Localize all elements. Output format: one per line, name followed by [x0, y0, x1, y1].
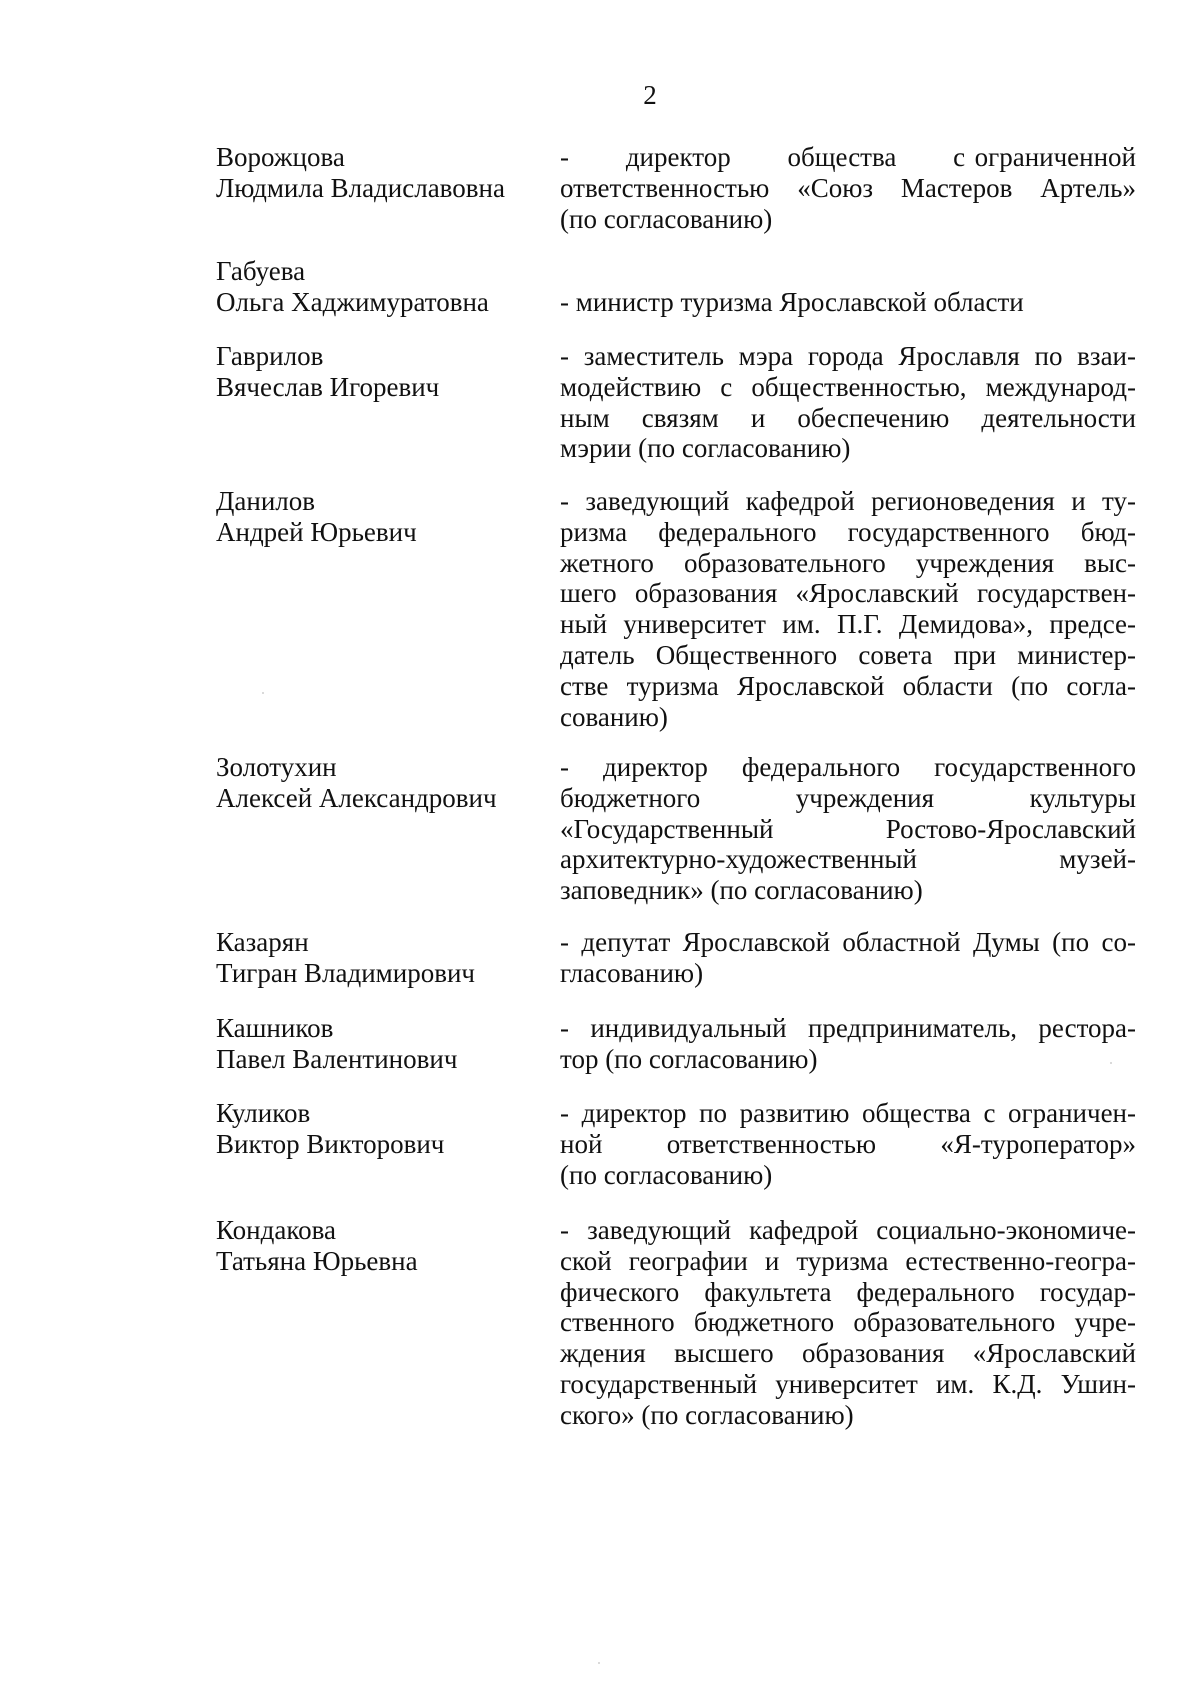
position-line: шего образования «Ярославский государствен-	[560, 578, 1136, 609]
position-line: - заведующий кафедрой регионоведения и ту-	[560, 486, 1136, 516]
member-surname: Куликов	[216, 1098, 311, 1128]
position-line: (по согласованию)	[560, 1159, 773, 1190]
member-given-names: Ольга Хаджимуратовна	[216, 286, 489, 317]
position-line: - депутат Ярославской областной Думы (по со-	[560, 927, 1136, 957]
member-name	[216, 927, 546, 989]
position-line: ный университет им. П.Г. Демидова», предсе-	[560, 609, 1136, 640]
position-line: - заведующий кафедрой социально-экономиче-	[560, 1215, 1136, 1245]
position-line: ризма федерального государственного бюд-	[560, 516, 1136, 547]
member-given-names: Алексей Александрович	[216, 782, 497, 813]
member-surname: Габуева	[216, 256, 306, 286]
member-given-names: Людмила Владиславовна	[216, 172, 505, 203]
position-line: «Государственный Ростово-Ярославский	[560, 813, 1136, 844]
member-name	[216, 1013, 546, 1075]
position-line: датель Общественного совета при министер-	[560, 639, 1136, 670]
member-given-names: Виктор Викторович	[216, 1128, 445, 1159]
position-line: сованию)	[560, 701, 668, 732]
position-line: заповедник» (по согласованию)	[560, 875, 923, 906]
position-line: ответственностью «Союз Мастеров Артель»	[560, 172, 1136, 203]
member-position	[560, 142, 1136, 234]
page-number: 2	[643, 80, 657, 110]
position-line: мэрии (по согласованию)	[560, 433, 851, 464]
member-surname: Золотухин	[216, 752, 337, 782]
member-position	[560, 752, 1136, 906]
position-line: ждения высшего образования «Ярославский	[560, 1338, 1136, 1369]
member-name	[216, 142, 546, 204]
member-given-names: Андрей Юрьевич	[216, 516, 417, 547]
member-position	[560, 341, 1136, 464]
position-line: гласованию)	[560, 957, 704, 988]
position-line: - директор по развитию общества с ограничен-	[560, 1098, 1136, 1128]
position-line: (по согласованию)	[560, 203, 773, 234]
position-line: архитектурно-художественный музей-	[560, 844, 1136, 875]
position-line: ской географии и туризма естественно-геогра-	[560, 1245, 1136, 1276]
position-line: модействию с общественностью, международ-	[560, 371, 1136, 402]
member-name	[216, 1098, 546, 1160]
member-surname: Кондакова	[216, 1215, 336, 1245]
member-surname: Казарян	[216, 927, 309, 957]
position-line: - индивидуальный предприниматель, рестора-	[560, 1013, 1136, 1043]
member-position	[560, 1215, 1136, 1431]
position-line: - заместитель мэра города Ярославля по взаи-	[560, 341, 1136, 371]
member-surname: Гаврилов	[216, 341, 324, 371]
position-line: тор (по согласованию)	[560, 1043, 818, 1074]
member-name	[216, 341, 546, 403]
position-line: бюджетного учреждения культуры	[560, 782, 1136, 813]
member-given-names: Татьяна Юрьевна	[216, 1245, 418, 1276]
member-surname: Ворожцова	[216, 142, 345, 172]
scan-speck	[598, 1662, 600, 1664]
position-line: - министр туризма Ярославской области	[560, 287, 1024, 317]
member-given-names: Тигран Владимирович	[216, 957, 475, 988]
member-name	[216, 752, 546, 814]
position-line: стве туризма Ярославской области (по согла-	[560, 670, 1136, 701]
position-line: - директор общества с ограниченной	[560, 142, 1136, 172]
scan-speck	[262, 692, 264, 694]
member-name	[216, 1215, 546, 1277]
member-name	[216, 486, 546, 548]
position-line: фического факультета федерального государ-	[560, 1276, 1136, 1307]
scan-speck	[1110, 1062, 1112, 1064]
position-line: ского» (по согласованию)	[560, 1399, 854, 1430]
position-line: жетного образовательного учреждения выс-	[560, 547, 1136, 578]
position-line: ственного бюджетного образовательного учре-	[560, 1307, 1136, 1338]
position-line: - директор федерального государственного	[560, 752, 1136, 782]
member-position	[560, 1013, 1136, 1075]
member-given-names: Павел Валентинович	[216, 1043, 458, 1074]
member-position	[560, 287, 1136, 318]
member-name	[216, 256, 546, 318]
member-position	[560, 486, 1136, 732]
member-given-names: Вячеслав Игоревич	[216, 371, 440, 402]
member-surname: Данилов	[216, 486, 316, 516]
member-position	[560, 1098, 1136, 1190]
position-line: ной ответственностью «Я-туроператор»	[560, 1128, 1136, 1159]
position-line: государственный университет им. К.Д. Ушин-	[560, 1368, 1136, 1399]
position-line: ным связям и обеспечению деятельности	[560, 402, 1136, 433]
member-surname: Кашников	[216, 1013, 334, 1043]
member-position	[560, 927, 1136, 989]
